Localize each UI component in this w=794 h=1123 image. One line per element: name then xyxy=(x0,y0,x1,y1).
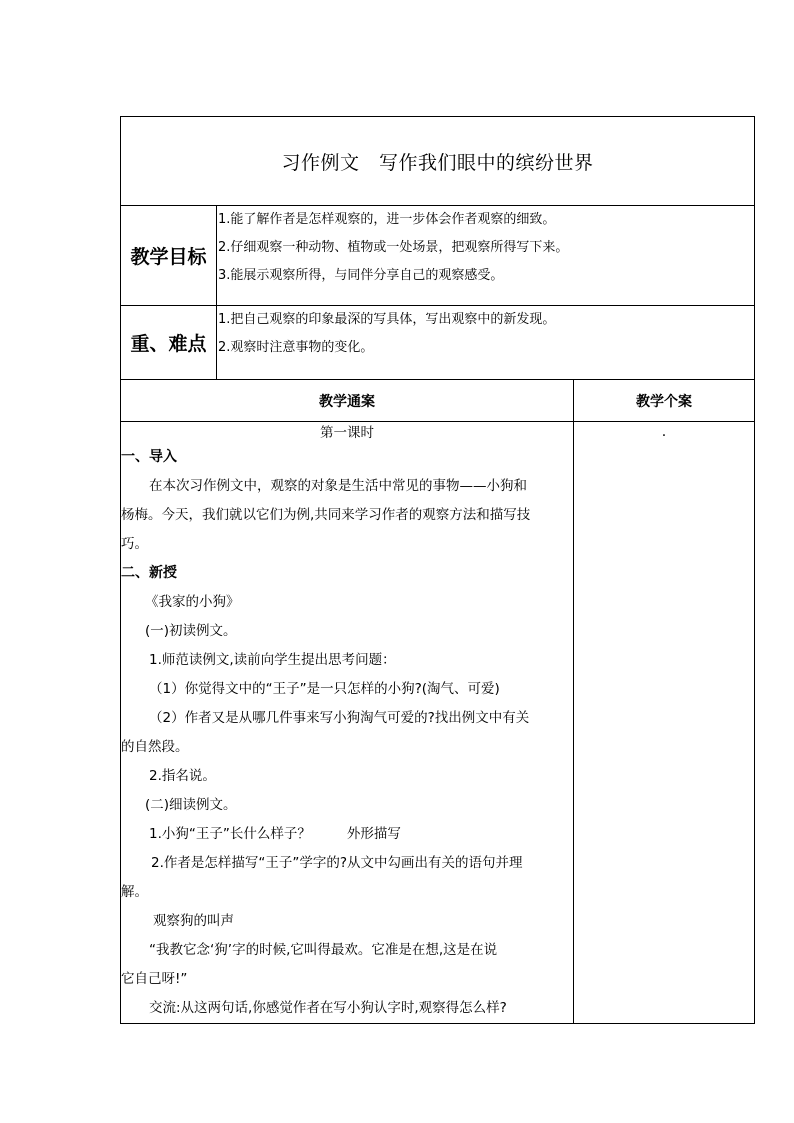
question-two-continued: 的自然段。 xyxy=(121,739,189,755)
lesson-label: 第一课时 xyxy=(320,425,374,441)
key-point-item: 2.观察时注意事物的变化。 xyxy=(218,340,374,355)
detail-question-one xyxy=(121,820,573,849)
part-two-heading: (二)细读例文。 xyxy=(145,797,237,813)
quote-line: “我教它念‘狗’字的时候,它叫得最欢。它准是在想,这是在说 xyxy=(149,942,498,958)
objective-item: 2.仔细观察一种动物、植物或一处场景，把观察所得写下来。 xyxy=(218,240,569,255)
side-mark: . xyxy=(661,424,667,440)
part-one-heading: (一)初读例文。 xyxy=(145,623,237,639)
detail-question-two: 2.作者是怎样描写“王子”学字的?从文中勾画出有关的语句并理 xyxy=(151,855,523,871)
main-column-header: 教学通案 xyxy=(121,380,574,422)
key-points-list xyxy=(217,306,755,380)
objectives-list xyxy=(217,206,755,306)
detail-answer-one: 外形描写 xyxy=(346,826,401,842)
essay-title: 《我家的小狗》 xyxy=(145,594,240,610)
question-two: （2）作者又是从哪几件事来写小狗淘气可爱的?找出例文中有关 xyxy=(149,710,530,726)
discussion-text: 交流:从这两句话,你感觉作者在写小狗认字时,观察得怎么样? xyxy=(149,1000,507,1016)
side-column-header: 教学个案 xyxy=(574,380,755,422)
lesson-plan-table xyxy=(120,116,755,1024)
intro-text-line: 巧。 xyxy=(121,536,148,552)
objective-item: 3.能展示观察所得，与同伴分享自己的观察感受。 xyxy=(218,268,504,283)
key-point-item: 1.把自己观察的印象最深的写具体，写出观察中的新发现。 xyxy=(218,312,556,327)
key-points-label: 重、难点 xyxy=(121,306,217,380)
question-one: （1）你觉得文中的“王子”是一只怎样的小狗?(淘气、可爱) xyxy=(149,681,500,697)
detail-question-one-text: 1.小狗“王子”长什么样子？ xyxy=(149,826,311,842)
detail-question-two-continued: 解。 xyxy=(121,884,148,900)
individual-plan-body xyxy=(574,422,755,1024)
new-lesson-heading: 二、新授 xyxy=(121,565,177,581)
step-two-text: 2.指名说。 xyxy=(149,768,216,784)
quote-line-continued: 它自己呀!” xyxy=(121,971,188,987)
intro-text-line: 在本次习作例文中，观察的对象是生活中常见的事物——小狗和 xyxy=(149,478,527,494)
main-plan-body xyxy=(121,422,574,1024)
step-one-text: 1.师范读例文,读前向学生提出思考问题： xyxy=(149,652,396,668)
objectives-label: 教学目标 xyxy=(121,206,217,306)
objective-item: 1.能了解作者是怎样观察的，进一步体会作者观察的细致。 xyxy=(218,212,556,227)
document-title: 习作例文 写作我们眼中的缤纷世界 xyxy=(121,117,755,206)
intro-text-line: 杨梅。今天，我们就以它们为例,共同来学习作者的观察方法和描写技 xyxy=(121,507,531,523)
observe-label: 观察狗的叫声 xyxy=(153,913,234,929)
intro-heading: 一、导入 xyxy=(121,449,177,465)
